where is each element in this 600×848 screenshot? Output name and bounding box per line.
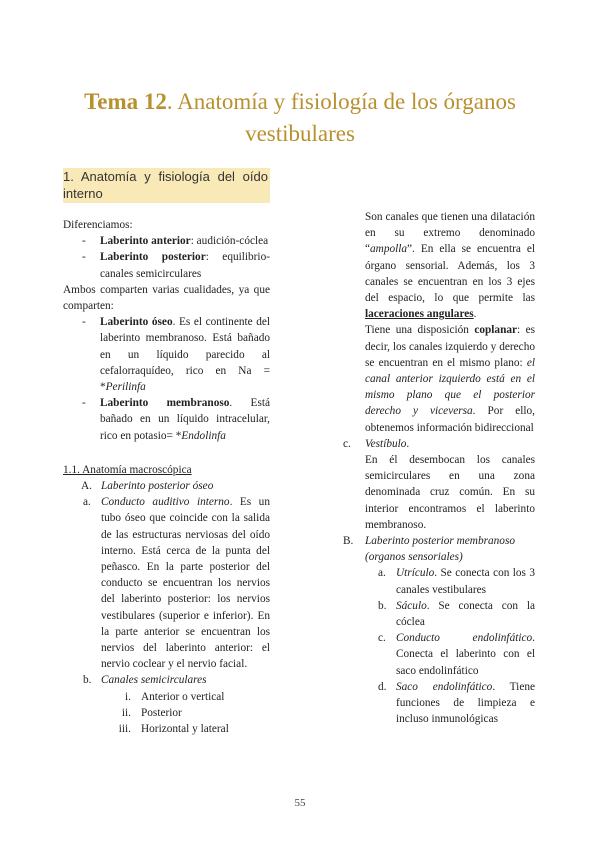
term-italic: Perilinfa: [105, 381, 146, 394]
text-run: Tiene una disposición: [365, 324, 475, 337]
paragraph: Ambos comparten varias cualidades, ya que comparten:: [63, 283, 270, 313]
text-run: Son canales que tienen una dilatación en su extremo denominado “: [365, 211, 535, 256]
list-marker: A.: [81, 480, 92, 493]
definition: . Está bañado en un líquido intracelular, rico en potasio= *: [100, 397, 270, 442]
item-text: . Se conecta con la cóclea: [396, 599, 535, 629]
list-item: [63, 478, 270, 494]
item-label: Laberinto posterior membranoso (organos sensoriales): [365, 535, 516, 564]
list-item: [343, 679, 535, 728]
list-marker: c.: [378, 632, 386, 645]
term-italic: Endolinfa: [181, 429, 226, 442]
list-item: [343, 436, 535, 452]
list-item: [63, 314, 270, 395]
text-run: : es decir, los canales izquierdo y derecho se encuentran en el mismo plano:: [365, 324, 535, 369]
item-label: Conducto endolinfático: [396, 632, 533, 645]
title-rest: . Anatomía y fisiología de los órganos vestibulares: [166, 89, 516, 146]
list-marker: c.: [343, 437, 351, 450]
item-label: Sáculo: [396, 599, 427, 612]
item-text: . Conecta el laberinto con el saco endolinfático: [396, 632, 535, 677]
list-item: [63, 249, 270, 281]
list-marker: B.: [343, 535, 354, 548]
section-heading: 1. Anatomía y fisiología del oído interno: [63, 169, 268, 201]
page-title: [40, 86, 560, 150]
list-marker: b.: [83, 674, 92, 687]
term: Laberinto membranoso: [100, 397, 230, 410]
item-label: Vestíbulo: [365, 437, 407, 450]
list-item: [343, 533, 535, 565]
term-italic: el canal anterior izquierdo está en el mismo plano que el posterior derecho y viceversa: [365, 356, 535, 418]
paragraph: [343, 322, 535, 435]
item-text: Anterior o vertical: [141, 690, 225, 703]
paragraph: [343, 209, 535, 322]
list-item: [63, 233, 270, 249]
definition: : audición-cóclea: [190, 235, 269, 248]
list-item: [63, 395, 270, 444]
item-text: . Se conecta con los 3 canales vestibulares: [396, 567, 535, 596]
left-column: [63, 168, 270, 737]
list-marker: ii.: [121, 706, 131, 719]
item-label: Utrículo: [396, 567, 435, 580]
right-column: [343, 209, 535, 728]
item-text: . Es un tubo óseo que coincide con la salida de las estructuras nerviosas del oído interno. Está cerca de la punta del peñasco. En la parte posterior del conducto se encuentran los nervios del laberinto posterior: los nervios vestibulares (superior e inferior). En la parte anterior se encuentran los nervios del laberinto anterior: el nervio coclear y el nervio facial.: [101, 496, 270, 671]
dash-marker: -: [82, 397, 86, 410]
term: Laberinto posterior: [100, 251, 206, 264]
list-marker: iii.: [118, 723, 131, 736]
item-text: Posterior: [141, 706, 182, 719]
list-marker: a.: [378, 567, 386, 580]
term-bold: coplanar: [474, 324, 518, 337]
subsection-heading: 1.1. Anatomía macroscópica: [63, 463, 192, 476]
item-text: . Tiene funciones de limpieza e incluso inmunológicas: [396, 680, 535, 726]
dash-marker: -: [82, 251, 86, 264]
list-marker: i.: [125, 690, 131, 703]
list-marker: b.: [378, 599, 387, 612]
text-run: .: [473, 308, 477, 321]
list-item: [63, 721, 270, 737]
term-bold-underline: laceraciones angulares: [365, 308, 474, 321]
dash-marker: -: [82, 316, 86, 329]
list-marker: d.: [378, 680, 387, 693]
text-run: .: [406, 437, 410, 450]
paragraph: En él desembocan los canales semicirculares en una zona denominada cruz común. En su interior encontramos el laberinto membranoso.: [365, 454, 535, 531]
list-item: [343, 630, 535, 679]
intro-text: Diferenciamos:: [63, 219, 133, 231]
text-run: . Por ello, obtenemos información bidireccional: [365, 405, 535, 434]
list-item: [63, 705, 270, 721]
list-marker: a.: [83, 496, 91, 509]
term: Laberinto óseo: [100, 316, 173, 329]
term-italic: ampolla: [370, 243, 408, 256]
item-label: Saco endolinfático: [396, 680, 493, 693]
list-item: [63, 672, 270, 688]
term: Laberinto anterior: [100, 235, 191, 248]
item-label: Conducto auditivo interno: [101, 496, 230, 509]
list-item: [63, 689, 270, 705]
dash-marker: -: [82, 235, 86, 248]
title-bold: Tema 12: [84, 89, 167, 114]
page-number: 55: [294, 797, 306, 809]
definition: : equilibrio-canales semicirculares: [100, 251, 270, 280]
item-label: Laberinto posterior óseo: [101, 480, 214, 493]
text-run: ”. En ella se encuentra el órgano sensorial. Además, los 3 canales se encuentran en los 3 ejes del espacio, lo que permite las: [365, 243, 535, 305]
item-text: Horizontal y lateral: [141, 723, 229, 736]
item-label: Canales semicirculares: [101, 674, 207, 687]
definition: . Es el continente del laberinto membranoso. Está bañado en un líquido parecido al cefalorraquídeo, rico en Na = *: [100, 316, 270, 394]
list-item: [63, 494, 270, 672]
list-item: [343, 598, 535, 630]
list-item: [343, 565, 535, 597]
